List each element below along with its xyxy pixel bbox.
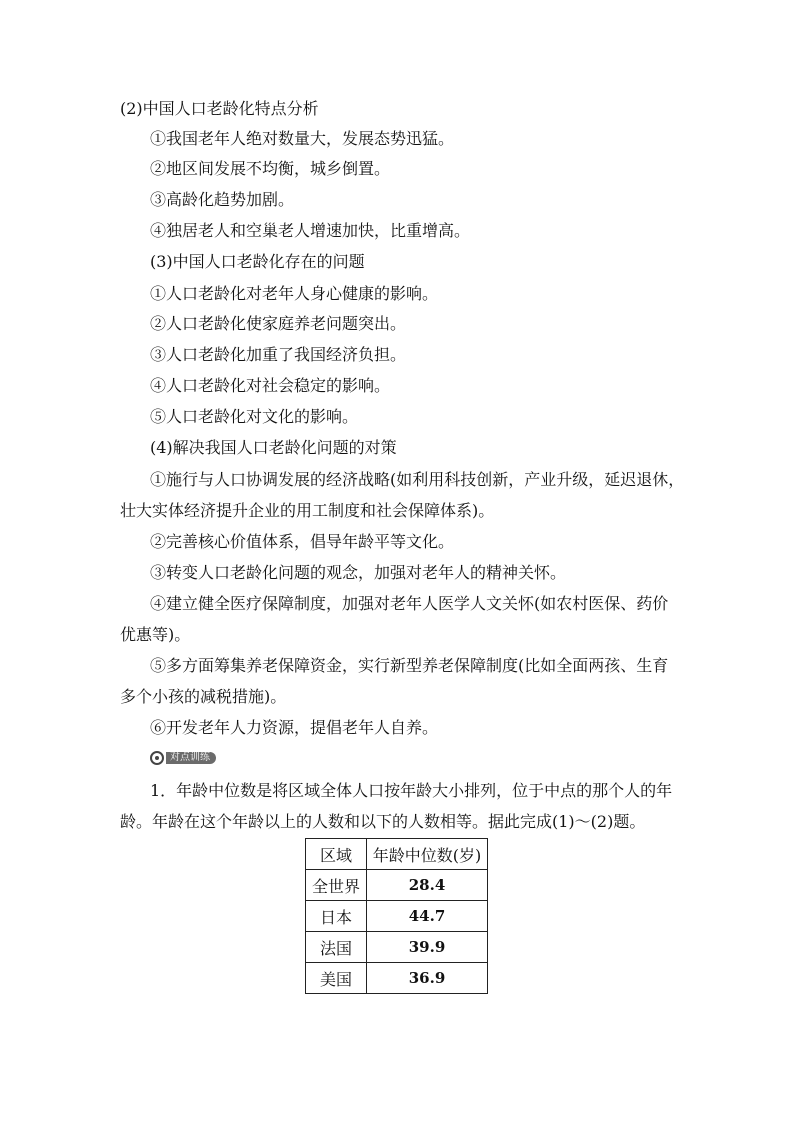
table-cell-value: 36.9 — [367, 963, 488, 994]
section-2-title: (2)中国人口老龄化特点分析 — [120, 99, 319, 118]
section-4-item-1-line-1: ①施行与人口协调发展的经济战略(如利用科技创新，产业升级，延迟退休， — [150, 470, 685, 489]
section-4-item-4-line-1: ④建立健全医疗保障制度，加强对老年人医学人文关怀(如农村医保、药价 — [150, 594, 669, 613]
table-header-region: 区域 — [306, 839, 367, 870]
table-cell-region: 法国 — [306, 932, 367, 963]
question-line-2: 龄。年龄在这个年龄以上的人数和以下的人数相等。据此完成(1)～(2)题。 — [120, 812, 646, 831]
section-2-item-4: ④独居老人和空巢老人增速加快，比重增高。 — [150, 221, 471, 240]
table-row — [306, 901, 488, 932]
table-cell-value: 28.4 — [367, 870, 488, 901]
section-4-item-5-line-2: 多个小孩的减税措施)。 — [120, 687, 287, 706]
table-row — [306, 870, 488, 901]
section-3-title: (3)中国人口老龄化存在的问题 — [150, 252, 365, 271]
section-3-item-5: ⑤人口老龄化对文化的影响。 — [150, 407, 359, 426]
practice-badge-label: 对点训练 — [166, 752, 216, 764]
question-line-1: 1．年龄中位数是将区域全体人口按年龄大小排列，位于中点的那个人的年 — [150, 781, 673, 800]
table-cell-value: 44.7 — [367, 901, 488, 932]
table-cell-region: 全世界 — [306, 870, 367, 901]
table-row — [306, 932, 488, 963]
table-cell-region: 日本 — [306, 901, 367, 932]
practice-badge — [150, 750, 216, 766]
table-cell-region: 美国 — [306, 963, 367, 994]
section-4-item-5-line-1: ⑤多方面筹集养老保障资金，实行新型养老保障制度(比如全面两孩、生育 — [150, 656, 669, 675]
section-2-item-3: ③高龄化趋势加剧。 — [150, 190, 295, 209]
section-3-item-4: ④人口老龄化对社会稳定的影响。 — [150, 376, 391, 395]
section-4-item-1-line-2: 壮大实体经济提升企业的用工制度和社会保障体系)。 — [120, 501, 495, 520]
section-3-item-2: ②人口老龄化使家庭养老问题突出。 — [150, 314, 407, 333]
table-header-row — [306, 839, 488, 870]
target-icon — [150, 751, 164, 765]
table-row — [306, 963, 488, 994]
section-2-item-2: ②地区间发展不均衡，城乡倒置。 — [150, 159, 391, 178]
section-4-item-2: ②完善核心价值体系，倡导年龄平等文化。 — [150, 532, 455, 551]
section-4-item-4-line-2: 优惠等)。 — [120, 625, 191, 644]
table-header-median-age: 年龄中位数(岁) — [367, 839, 488, 870]
median-age-table — [305, 838, 488, 994]
section-3-item-3: ③人口老龄化加重了我国经济负担。 — [150, 345, 407, 364]
section-4-item-3: ③转变人口老龄化问题的观念，加强对老年人的精神关怀。 — [150, 563, 567, 582]
section-3-item-1: ①人口老龄化对老年人身心健康的影响。 — [150, 284, 439, 303]
section-2-item-1: ①我国老年人绝对数量大，发展态势迅猛。 — [150, 129, 455, 148]
table-cell-value: 39.9 — [367, 932, 488, 963]
section-4-title: (4)解决我国人口老龄化问题的对策 — [150, 438, 397, 457]
section-4-item-6: ⑥开发老年人力资源，提倡老年人自养。 — [150, 718, 439, 737]
